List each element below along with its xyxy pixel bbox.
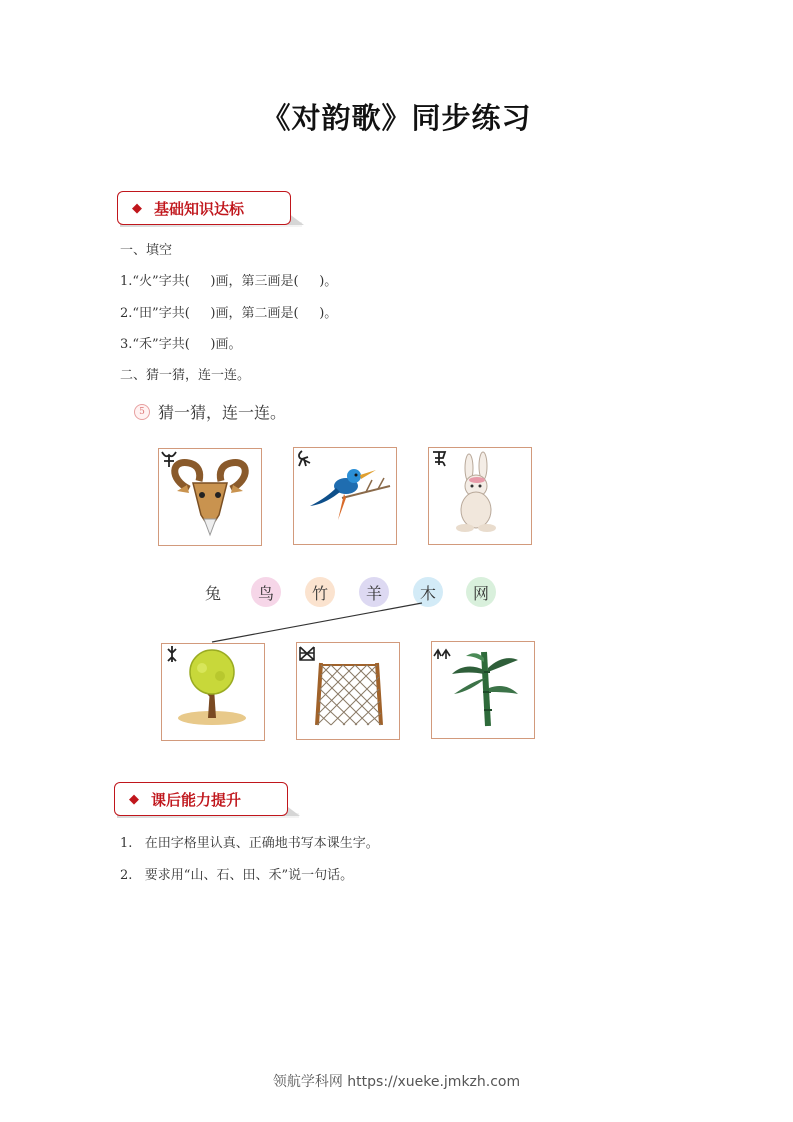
ancient-net-glyph-icon	[297, 643, 317, 663]
task-item-1: 1. 在田字格里认真、正确地书写本课生字。	[120, 836, 379, 851]
page-title: 《对韵歌》同步练习	[261, 101, 532, 135]
section-header-label: 基础知识达标	[154, 199, 245, 218]
character-wang[interactable]: 网	[466, 577, 496, 607]
figure-instruction-text: 猜一猜，连一连。	[158, 403, 287, 422]
fill-item-1: 1.“火”字共( )画，第三画是( )。	[120, 274, 338, 289]
matching-figure	[128, 392, 628, 752]
ancient-wood-glyph-icon	[162, 644, 182, 664]
task-item-2: 2. 要求用“山、石、田、禾”说一句话。	[120, 868, 354, 883]
diamond-icon: ◆	[132, 200, 142, 216]
picture-card-tree[interactable]	[161, 643, 265, 741]
picture-card-bamboo[interactable]	[431, 641, 535, 739]
ancient-bamboo-glyph-icon	[432, 642, 452, 662]
picture-card-net[interactable]	[296, 642, 400, 740]
character-yang[interactable]: 羊	[359, 577, 389, 607]
part1-heading: 一、填空	[120, 243, 173, 258]
fill-item-3: 3.“禾”字共( )画。	[120, 337, 242, 352]
exercise-number-badge: 5	[134, 404, 150, 420]
section-header-label: 课后能力提升	[151, 790, 242, 809]
diamond-icon: ◆	[129, 791, 139, 807]
section-header-advanced	[114, 782, 288, 816]
character-tu[interactable]: 兔	[204, 583, 221, 603]
character-zhu[interactable]: 竹	[305, 577, 335, 607]
character-niao[interactable]: 鸟	[251, 577, 281, 607]
character-mu[interactable]: 木	[413, 577, 443, 607]
fill-item-2: 2.“田”字共( )画，第二画是( )。	[120, 306, 338, 321]
footer-watermark: 领航学科网 https://xueke.jmkzh.com	[272, 1074, 521, 1090]
section-header-basic	[117, 191, 291, 225]
part2-heading: 二、猜一猜，连一连。	[120, 368, 251, 383]
